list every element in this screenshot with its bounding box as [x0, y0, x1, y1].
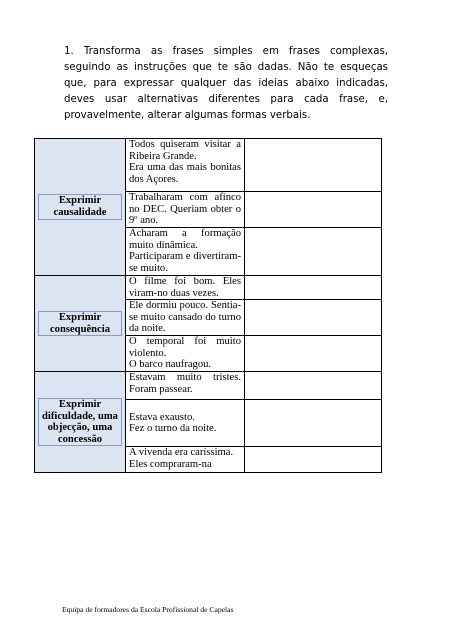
sentence-cell [126, 372, 245, 400]
answer-cell [245, 336, 382, 372]
sentence: Era uma das mais bonitas dos Açores. [129, 162, 241, 185]
sentence: Todos quiseram visitar a Ribeira Grande. [129, 139, 241, 162]
sentence: Estavam muito tristes. Foram passear. [129, 372, 241, 395]
answer-cell [245, 276, 382, 300]
answer-cell [245, 228, 382, 276]
answer-cell [245, 447, 382, 473]
sentence: O filme foi bom. Eles viram-no duas vezes. [129, 276, 241, 299]
sentence-cell [126, 139, 245, 192]
sentence-cell [126, 192, 245, 228]
sentence-cell [126, 400, 245, 447]
instruction-text: 1. Transforma as frases simples em frases complexas, seguindo as instruções que te são dadas. Não te esqueças que, para expressar qualquer das ideias abaixo indicadas, deves usar alternativas diferentes para cada frase, e, provavelmente, alterar algumas formas verbais. [64, 46, 388, 121]
category-label: Exprimir dificuldade, uma objecção, uma concessão [42, 399, 118, 445]
sentence: O barco naufragou. [129, 359, 212, 371]
sentence: Eles compraram-na [129, 458, 212, 470]
answer-cell [245, 372, 382, 400]
sentence: Acharam a formação muito dinâmica. [129, 228, 241, 251]
sentence: Participaram e divertiram-se muito. [129, 251, 241, 274]
page-footer: Equipa de formadores da Escola Profissional de Capelas [62, 605, 234, 614]
category-cell [35, 276, 126, 372]
category-label: Exprimir causalidade [53, 195, 107, 218]
sentence: Ele dormiu pouco. Sentia-se muito cansado do turno da noite. [129, 300, 241, 335]
sentence: Trabalharam com afinco no DEC. Queriam obter o 9º ano. [129, 192, 241, 227]
sentence-cell [126, 300, 245, 336]
sentence: A vivenda era caríssima. [129, 447, 234, 459]
sentence-cell [126, 276, 245, 300]
category-cell [35, 139, 126, 276]
category-label: Exprimir consequência [49, 312, 111, 335]
answer-cell [245, 192, 382, 228]
sentence-cell [126, 447, 245, 473]
sentence-cell [126, 228, 245, 276]
sentence-cell [126, 336, 245, 372]
answer-cell [245, 300, 382, 336]
sentence: Estava exausto. [129, 411, 195, 423]
answer-cell [245, 139, 382, 192]
category-cell [35, 372, 126, 473]
answer-cell [245, 400, 382, 447]
sentence: O temporal foi muito violento. [129, 336, 241, 359]
exercise-table [34, 138, 382, 473]
sentence: Fez o turno da noite. [129, 423, 217, 435]
